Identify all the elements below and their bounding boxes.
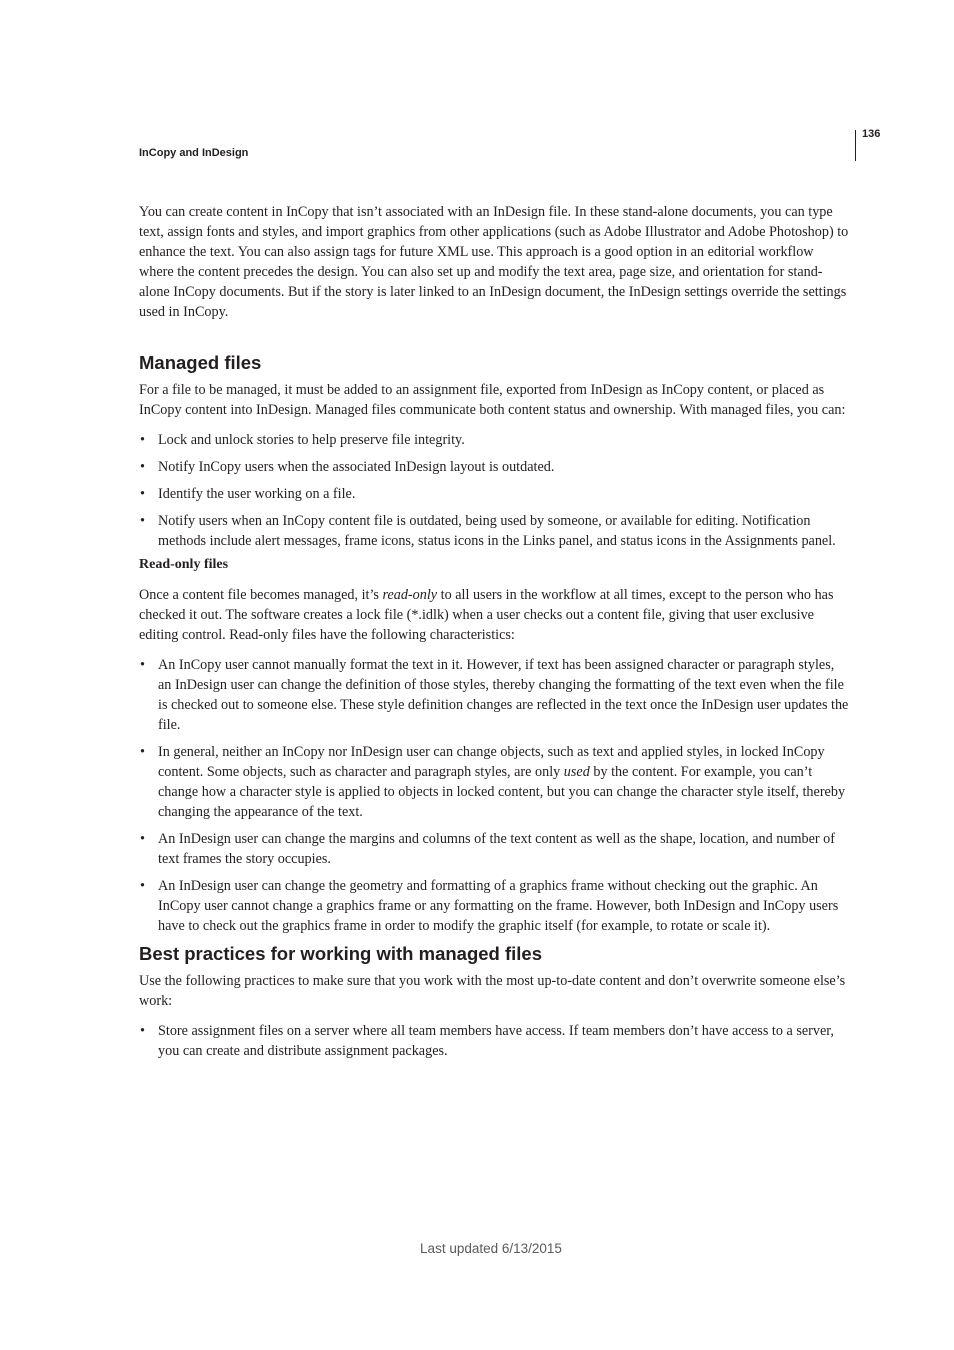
list-item-text: Identify the user working on a file. [158, 486, 356, 502]
list-item [139, 742, 851, 822]
managed-files-list [139, 430, 851, 551]
managed-files-heading: Managed files [139, 352, 262, 373]
list-item-text: Notify users when an InCopy content file is outdated, being used by someone, or available for editing. Notification methods include alert messages, frame icons, status icons in the Links panel, and status icons in the Assignments panel. [158, 513, 836, 549]
running-head: InCopy and InDesign [139, 147, 249, 159]
bullet-icon: • [140, 1023, 145, 1039]
read-only-files-paragraph: Once a content file becomes managed, it’s read-only to all users in the workflow at all times, except to the person who has checked it out. The software creates a lock file (*.idlk) when a user checks out a content file, giving that user exclusive editing control. Read-only files have the following characteristics: [139, 587, 834, 643]
bullet-icon: • [140, 744, 145, 760]
best-practices-list [139, 1021, 851, 1061]
header-divider [855, 130, 856, 161]
bullet-icon: • [140, 657, 145, 673]
list-item [139, 457, 851, 477]
bullet-icon: • [140, 513, 145, 529]
list-item [139, 655, 851, 735]
bullet-icon: • [140, 432, 145, 448]
list-item [139, 876, 851, 936]
intro-paragraph: You can create content in InCopy that isn’t associated with an InDesign file. In these stand-alone documents, you can type text, assign fonts and styles, and import graphics from other applications (such as Adobe Illustrator and Adobe Photoshop) to enhance the text. You can also assign tags for future XML use. This approach is a good option in an editorial workflow where the content precedes the design. You can also set up and modify the text area, page size, and orientation for stand-alone InCopy documents. But if the story is later linked to an InDesign document, the InDesign settings override the settings used in InCopy. [139, 204, 849, 320]
managed-files-paragraph: For a file to be managed, it must be added to an assignment file, exported from InDesign as InCopy content, or placed as InCopy content into InDesign. Managed files communicate both content status and ownership. With managed files, you can: [139, 382, 846, 418]
list-item-text: In general, neither an InCopy nor InDesign user can change objects, such as text and applied styles, in locked InCopy content. Some objects, such as character and paragraph styles, are only used by the content. For example, you can’t change how a character style is applied to objects in locked content, but you can change the character style itself, thereby changing the appearance of the text. [158, 744, 846, 820]
bullet-icon: • [140, 486, 145, 502]
list-item-text: Lock and unlock stories to help preserve file integrity. [158, 432, 465, 448]
list-item-text: An InDesign user can change the geometry and formatting of a graphics frame without checking out the graphic. An InCopy user cannot change a graphics frame or any formatting on the frame. However, both InDesign and InCopy users have to check out the graphics frame in order to modify the graphic itself (for example, to rotate or scale it). [158, 878, 839, 934]
read-only-files-heading: Read-only files [139, 557, 229, 572]
best-practices-paragraph: Use the following practices to make sure that you work with the most up-to-date content and don’t overwrite someone else’s work: [139, 973, 846, 1009]
list-item [139, 430, 851, 450]
list-item-text: Notify InCopy users when the associated InDesign layout is outdated. [158, 459, 555, 475]
page-content [139, 202, 851, 1068]
list-item-text: An InDesign user can change the margins and columns of the text content as well as the shape, location, and number of text frames the story occupies. [158, 831, 835, 867]
bullet-icon: • [140, 459, 145, 475]
emphasis-read-only: read-only [382, 587, 438, 603]
list-item [139, 829, 851, 869]
emphasis-used: used [563, 764, 590, 780]
page-footer [0, 1241, 954, 1256]
best-practices-heading: Best practices for working with managed files [139, 943, 542, 964]
read-only-characteristics-list [139, 655, 851, 936]
bullet-icon: • [140, 878, 145, 894]
list-item [139, 1021, 851, 1061]
list-item-text: Store assignment files on a server where all team members have access. If team members don’t have access to a server, you can create and distribute assignment packages. [158, 1023, 834, 1059]
bullet-icon: • [140, 831, 145, 847]
list-item-text: An InCopy user cannot manually format the text in it. However, if text has been assigned character or paragraph styles, an InDesign user can change the definition of those styles, thereby changing the formatting of the text even when the file is checked out to someone else. These style definition changes are reflected in the text once the InDesign user updates the file. [158, 657, 849, 733]
list-item [139, 511, 851, 551]
last-updated: Last updated 6/13/2015 [420, 1241, 562, 1256]
list-item [139, 484, 851, 504]
page-number: 136 [862, 128, 881, 140]
